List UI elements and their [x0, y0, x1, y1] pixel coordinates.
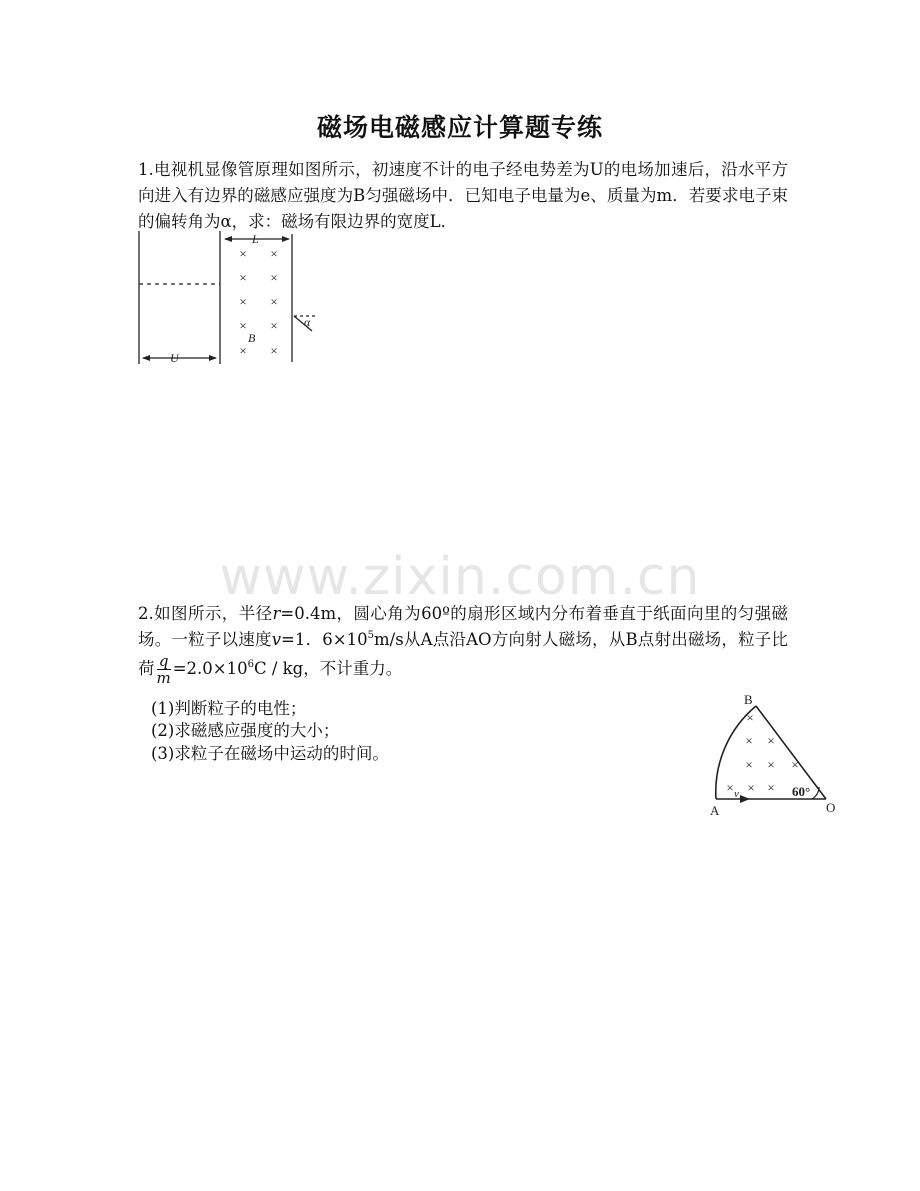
field-mark: ×	[239, 294, 247, 309]
field-mark: ×	[767, 757, 775, 772]
field-mark: ×	[791, 757, 799, 772]
field-mark: ×	[767, 780, 775, 795]
field-mark: ×	[270, 294, 278, 309]
field-mark: ×	[239, 318, 247, 333]
label-angle: 60°	[792, 784, 811, 799]
field-mark: ×	[745, 757, 753, 772]
label-L: L	[252, 232, 259, 246]
field-mark: ×	[270, 343, 278, 358]
question-1-text: 1.电视机显像管原理如图所示，初速度不计的电子经电势差为U的电场加速后，沿水平方向进入有边界的磁感应强度为B匀强磁场中．已知电子电量为e、质量为m．若要求电子束的偏转角为α，求：磁场有限边界的宽度L．	[138, 160, 788, 231]
watermark: www.zixin.com.cn	[219, 547, 701, 607]
field-mark: ×	[745, 733, 753, 748]
field-mark: ×	[239, 270, 247, 285]
page-title: 磁场电磁感应计算题专练	[316, 113, 603, 142]
label-alpha: α	[304, 315, 311, 329]
label-v: v	[734, 788, 739, 800]
question-2-text: 2.如图所示，半径r=0.4m，圆心角为60º的扇形区域内分布着垂直于纸面向里的匀强磁场。一粒子以速度v=1．$6\times 10^5m/s$从A点沿AO方向射人磁场，从B点射出磁场，粒子比荷 $\frac{q}{m}$ $=2.0\times 10^6C$ / kg，不计重力。	[138, 604, 788, 687]
field-mark: ×	[270, 270, 278, 285]
question-2-item-3: (3)求粒子在磁场中运动的时间。	[151, 744, 389, 763]
label-B: B	[744, 692, 753, 707]
field-mark: ×	[767, 733, 775, 748]
question-2-item-2: (2)求磁感应强度的大小；	[151, 721, 340, 740]
label-U: U	[170, 351, 179, 365]
field-mark: ×	[726, 780, 734, 795]
field-mark: ×	[747, 780, 755, 795]
field-mark: ×	[239, 246, 247, 261]
field-mark: ×	[270, 246, 278, 261]
field-mark: ×	[746, 710, 754, 725]
charge-mass-fraction: $\frac{q}{m}$	[156, 652, 171, 687]
question-2-item-1: (1)判断粒子的电性；	[151, 699, 307, 718]
field-mark: ×	[239, 343, 247, 358]
label-A: A	[710, 803, 720, 818]
label-O: O	[826, 800, 836, 815]
label-B: B	[248, 331, 256, 345]
field-mark: ×	[270, 318, 278, 333]
